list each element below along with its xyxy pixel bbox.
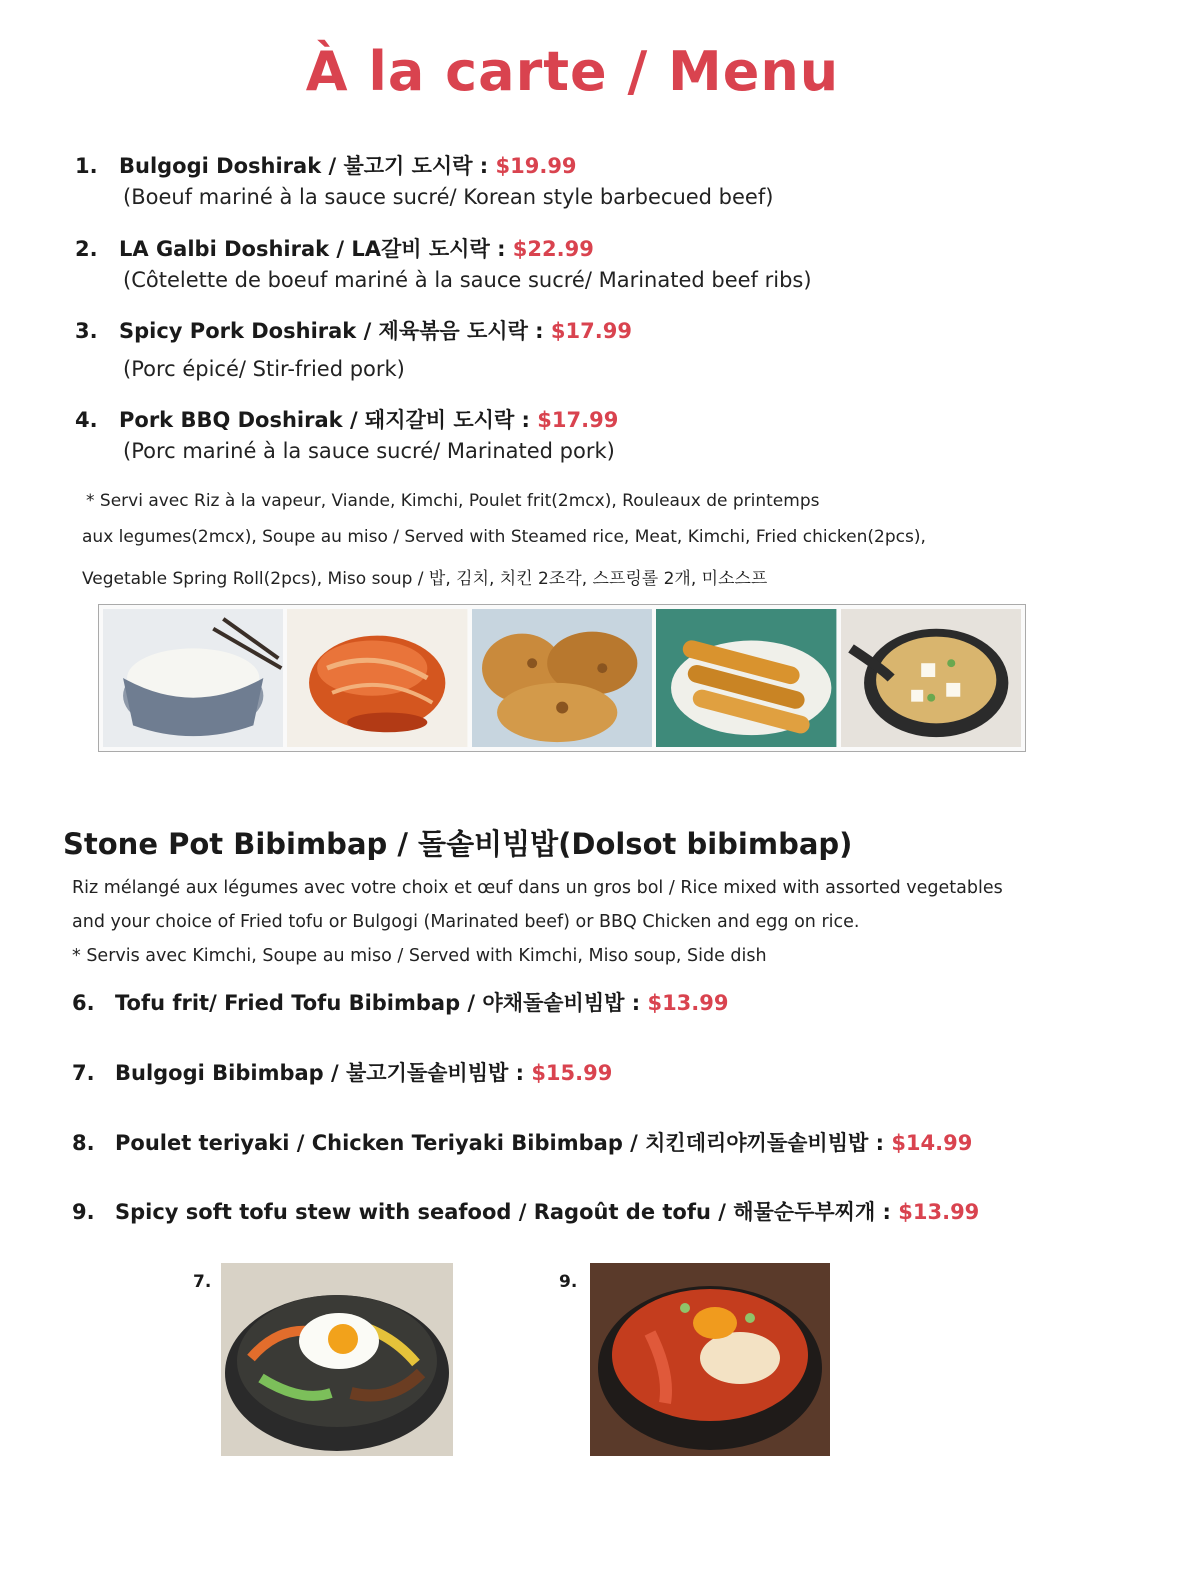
bibimbap-photo <box>221 1263 453 1456</box>
menu-item <box>72 1196 979 1226</box>
item-price: $13.99 <box>898 1200 980 1224</box>
section-description: and your choice of Fried tofu or Bulgogi (Marinated beef) or BBQ Chicken and egg on rice. <box>72 912 860 932</box>
item-number: 7. <box>72 1061 95 1085</box>
served-with-note: aux legumes(2mcx), Soupe au miso / Served with Steamed rice, Meat, Kimchi, Fried chicken(2pcs), <box>82 527 926 547</box>
soft-tofu-stew-photo <box>590 1263 830 1456</box>
miso-soup-photo <box>841 609 1021 747</box>
item-price: $17.99 <box>537 408 619 432</box>
item-name: LA Galbi Doshirak / LA갈비 도시락 : <box>119 237 513 261</box>
section-title: Stone Pot Bibimbap / 돌솥비빔밥(Dolsot bibimbap) <box>63 827 853 861</box>
item-number: 1. <box>75 154 98 178</box>
item-price: $22.99 <box>512 237 594 261</box>
item-description: (Boeuf mariné à la sauce sucré/ Korean style barbecued beef) <box>123 185 774 209</box>
side-dish-photo-strip <box>98 604 1026 752</box>
item-number: 3. <box>75 319 98 343</box>
item-description: (Porc mariné à la sauce sucré/ Marinated pork) <box>123 439 615 463</box>
menu-item <box>72 1057 612 1087</box>
item-number: 8. <box>72 1131 95 1155</box>
page-title: À la carte / Menu <box>305 40 840 103</box>
item-name: Tofu frit/ Fried Tofu Bibimbap / 야채돌솥비빔밥 : <box>115 991 648 1015</box>
figure-label: 7. <box>193 1272 212 1292</box>
item-name: Bulgogi Bibimbap / 불고기돌솥비빔밥 : <box>115 1061 532 1085</box>
item-price: $15.99 <box>531 1061 613 1085</box>
item-number: 4. <box>75 408 98 432</box>
menu-item <box>75 233 594 263</box>
item-number: 6. <box>72 991 95 1015</box>
rice-bowl-photo <box>103 609 283 747</box>
served-with-note: Vegetable Spring Roll(2pcs), Miso soup / 밥, 김치, 치킨 2조각, 스프링롤 2개, 미소스프 <box>82 569 768 589</box>
item-name: Spicy Pork Doshirak / 제육볶음 도시락 : <box>119 319 551 343</box>
kimchi-photo <box>287 609 467 747</box>
served-with-note: * Servis avec Kimchi, Soupe au miso / Served with Kimchi, Miso soup, Side dish <box>72 946 767 966</box>
item-price: $17.99 <box>550 319 632 343</box>
section-description: Riz mélangé aux légumes avec votre choix et œuf dans un gros bol / Rice mixed with assorted vegetables <box>72 878 1003 898</box>
item-price: $19.99 <box>495 154 577 178</box>
item-number: 2. <box>75 237 98 261</box>
item-name: Pork BBQ Doshirak / 돼지갈비 도시락 : <box>119 408 538 432</box>
item-price: $13.99 <box>647 991 729 1015</box>
item-price: $14.99 <box>891 1131 973 1155</box>
item-description: (Porc épicé/ Stir-fried pork) <box>123 357 405 381</box>
item-number: 9. <box>72 1200 95 1224</box>
spring-roll-photo <box>656 609 836 747</box>
item-description: (Côtelette de boeuf mariné à la sauce sucré/ Marinated beef ribs) <box>123 268 812 292</box>
item-name: Poulet teriyaki / Chicken Teriyaki Bibimbap / 치킨데리야끼돌솥비빔밥 : <box>115 1131 892 1155</box>
item-name: Spicy soft tofu stew with seafood / Ragoût de tofu / 해물순두부찌개 : <box>115 1200 899 1224</box>
fried-chicken-photo <box>472 609 652 747</box>
item-name: Bulgogi Doshirak / 불고기 도시락 : <box>119 154 496 178</box>
menu-item <box>75 150 577 180</box>
served-with-note: * Servi avec Riz à la vapeur, Viande, Kimchi, Poulet frit(2mcx), Rouleaux de printemps <box>86 491 820 511</box>
menu-item <box>75 315 632 345</box>
menu-item <box>72 1127 972 1157</box>
menu-item <box>72 987 729 1017</box>
menu-item <box>75 404 618 434</box>
figure-label: 9. <box>559 1272 578 1292</box>
